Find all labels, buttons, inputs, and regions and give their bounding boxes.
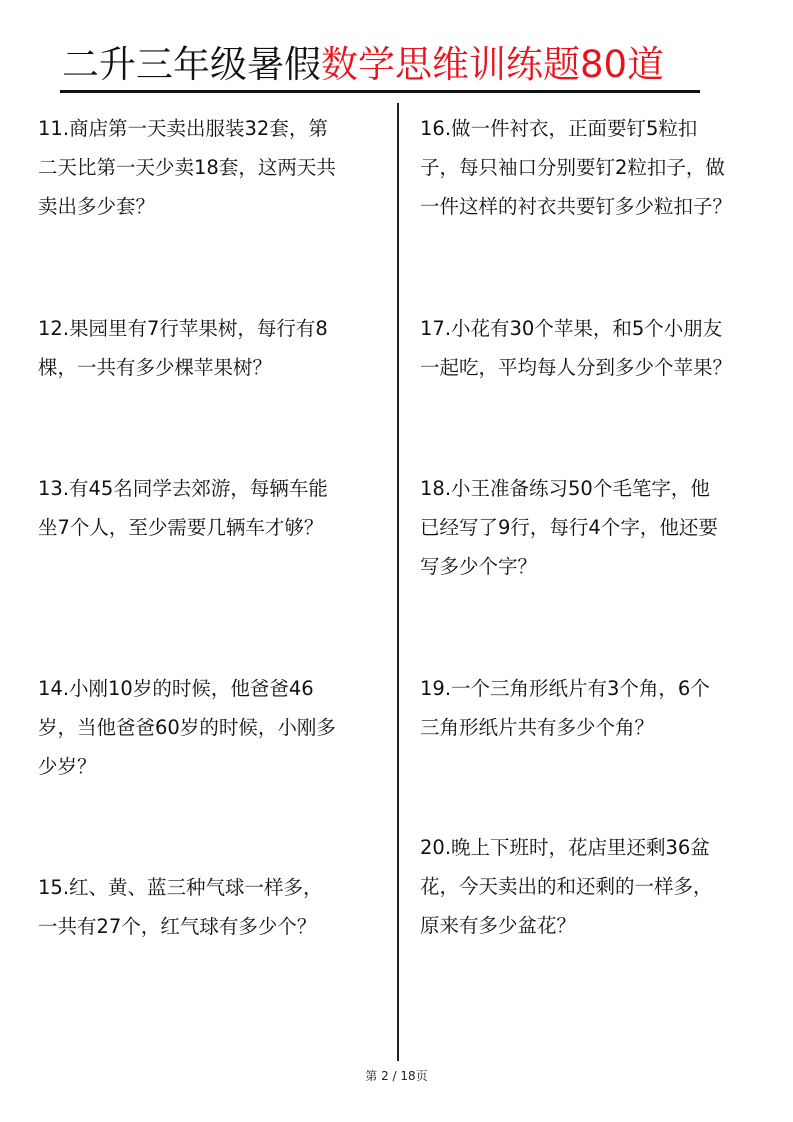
question-17 (420, 309, 732, 387)
question-line: 二天比第一天少卖18套，这两天共 (38, 156, 336, 179)
question-line: 20.晚上下班时，花店里还剩36盆 (420, 836, 710, 859)
question-line: 16.做一件衬衣，正面要钉5粒扣 (420, 117, 698, 140)
question-line: 18.小王准备练习50个毛笔字，他 (420, 477, 710, 500)
question-line: 17.小花有30个苹果，和5个小朋友 (420, 317, 723, 340)
title-black-part: 二升三年级暑假 (62, 43, 321, 86)
question-line: 一共有27个，红气球有多少个？ (38, 915, 317, 938)
question-line: 15.红、黄、蓝三种气球一样多， (38, 876, 323, 899)
question-line: 已经写了9行，每行4个字，他还要 (420, 516, 718, 539)
question-line: 一件这样的衬衣共要钉多少粒扣子？ (420, 195, 733, 218)
page-title (62, 40, 702, 90)
question-line: 卖出多少套？ (38, 195, 156, 218)
question-line: 原来有多少盆花？ (420, 914, 577, 937)
question-line: 坐7个人，至少需要几辆车才够？ (38, 516, 324, 539)
question-14 (38, 669, 336, 786)
question-19 (420, 669, 710, 747)
question-line: 11.商店第一天卖出服装32套，第 (38, 117, 328, 140)
question-13 (38, 469, 328, 547)
question-line: 14.小刚10岁的时候，他爸爸46 (38, 677, 314, 700)
question-line: 花，今天卖出的和还剩的一样多， (420, 875, 713, 898)
question-12 (38, 309, 328, 387)
question-line: 棵，一共有多少棵苹果树？ (38, 356, 273, 379)
question-18 (420, 469, 718, 586)
question-line: 一起吃，平均每人分到多少个苹果？ (420, 356, 733, 379)
question-line: 子，每只袖口分别要钉2粒扣子，做 (420, 156, 725, 179)
column-divider (397, 103, 399, 1061)
question-line: 12.果园里有7行苹果树，每行有8 (38, 317, 328, 340)
question-11 (38, 109, 336, 226)
question-line: 三角形纸片共有多少个角？ (420, 716, 655, 739)
question-line: 少岁？ (38, 755, 97, 778)
question-line: 写多少个字？ (420, 555, 538, 578)
question-line: 岁，当他爸爸60岁的时候，小刚多 (38, 716, 336, 739)
title-red-part: 数学思维训练题80道 (321, 43, 665, 86)
page-number: 第 2 / 18页 (365, 1069, 428, 1083)
question-16 (420, 109, 732, 226)
title-underline (60, 90, 700, 93)
question-15 (38, 868, 323, 946)
question-20 (420, 828, 713, 945)
question-line: 19.一个三角形纸片有3个角，6个 (420, 677, 710, 700)
question-line: 13.有45名同学去郊游，每辆车能 (38, 477, 328, 500)
